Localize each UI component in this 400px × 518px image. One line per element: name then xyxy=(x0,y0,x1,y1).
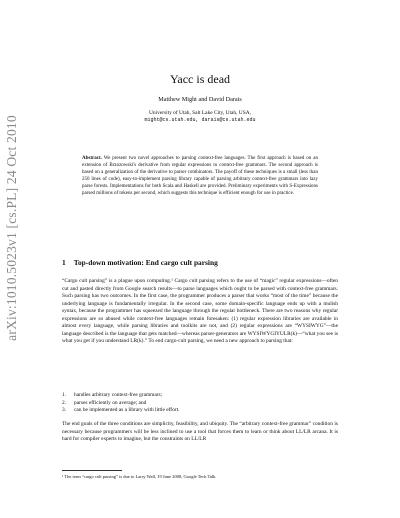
paper-authors: Matthew Might and David Darais xyxy=(158,96,242,103)
requirements-list xyxy=(62,392,338,415)
footnote-divider xyxy=(62,470,122,471)
section-number: 1 xyxy=(62,258,66,267)
list-item: 2. parses efficiently on average; and xyxy=(62,399,147,406)
body-paragraph-1: “Cargo cult parsing” is a plague upon computing.¹ Cargo cult parsing refers to the use of “magic” regular expressions—often cut and pasted directly from Google search results—to parse languages which ought to be parsed with context-free grammars. Such parsing has two outcomes. In the first case, the programmer produces a parser that works “most of the time” because the underlying language is fundamentally irregular. In the second case, some domain-specific language ends up with a mulish syntax, because the programmer has squeezed the language through the regular bottleneck. There are two reasons why regular expressions are so abused while context-free languages remain foresaken: (1) regular expression libraries are available in almost every language, while parsing libraries and toolkits are not, and (2) regular expressions are “WYSIWYG”—the language described is the language that gets matched—whereas parser-generators are WYSIWYGIYULR(k)—“what you see is what you get if you understand LR(k).” To end cargo-cult parsing, we need a new approach to parsing that: xyxy=(62,278,338,344)
arxiv-sidebar-stamp xyxy=(2,115,22,341)
author-affiliation xyxy=(0,110,400,124)
body-paragraph-2: The end goals of the three conditions are simplicity, feasibility, and ubiquity. The “arbitrary context-free grammar” condition is necessary because programmers will be less inclined to use a tool that forces them to learn or think about LL/LR arcana. It is hard for compiler experts to imagine, but the constraints on LL/LR xyxy=(62,421,338,442)
affiliation-line: University of Utah, Salt Lake City, Utah, USA, xyxy=(149,110,251,116)
abstract-text: We present two novel approaches to parsing context-free languages. The first approach is based on an extension of Brzozowski's derivative from regular expressions to context-free grammars. The second approach is based on a generalization of the derivative to parser combinators. The payoff of these techniques is a small (less than 250 lines of code), easy-to-implement parsing library capable of parsing arbitrary context-free grammars into lazy parse forests. Implementations for both Scala and Haskell are provided. Preliminary experiments with S-Expressions parsed millions of tokens per second, which suggests this technique is efficient enough for use in practice. xyxy=(82,156,318,197)
section-heading xyxy=(62,258,218,267)
paper-title: Yacc is dead xyxy=(169,72,231,86)
arxiv-id: arXiv:1010.5023v1 [cs.PL] 24 Oct 2010 xyxy=(4,115,19,341)
section-title: Top-down motivation: End cargo cult parsing xyxy=(73,258,218,267)
footnote: ¹ The term “cargo cult parsing” is due to Larry Wall, 19 June 2008, Google Tech Talk. xyxy=(62,474,217,479)
list-item: 3. can be implemented as a library with little effort. xyxy=(62,407,180,414)
author-emails: might@cs.utah.edu, darais@cs.utah.edu xyxy=(144,117,256,123)
abstract xyxy=(82,155,318,198)
abstract-label: Abstract. xyxy=(82,156,102,161)
list-item: 1. handles arbitrary context-free grammars; xyxy=(62,392,163,398)
